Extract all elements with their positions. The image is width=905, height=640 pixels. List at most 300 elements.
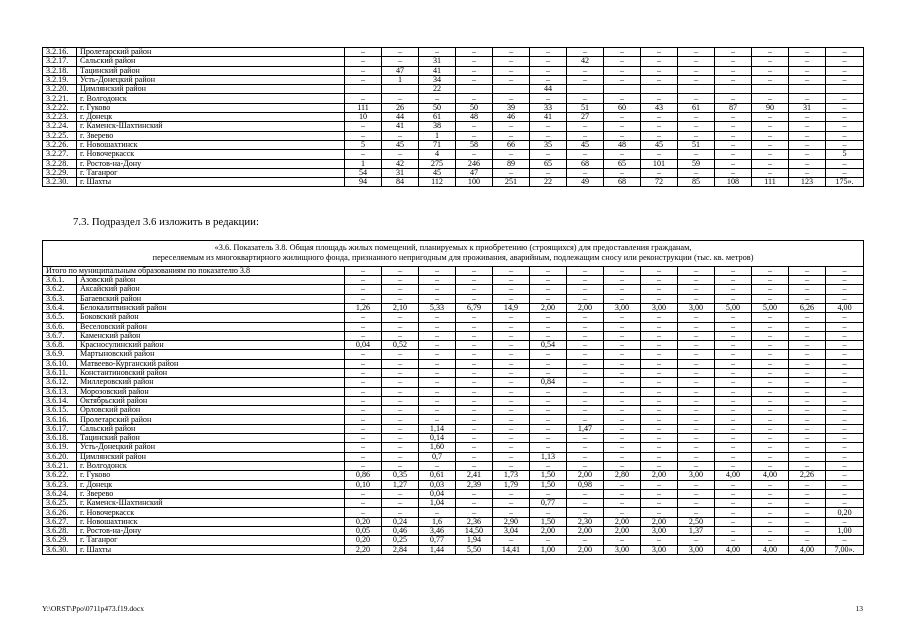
value-cell: 50: [456, 103, 493, 112]
value-cell: 3,00: [641, 545, 678, 554]
value-cell: 3,46: [419, 527, 456, 536]
value-cell: –: [641, 341, 678, 350]
row-name: Веселовский район: [77, 322, 345, 331]
value-cell: –: [752, 168, 789, 177]
value-cell: –: [826, 168, 864, 177]
value-cell: –: [382, 94, 419, 103]
value-cell: –: [456, 452, 493, 461]
row-name: Сальский район: [77, 57, 345, 66]
value-cell: –: [604, 396, 641, 405]
value-cell: –: [789, 396, 826, 405]
value-cell: 2,00: [567, 471, 604, 480]
value-cell: –: [752, 48, 789, 57]
value-cell: –: [715, 424, 752, 433]
value-cell: –: [493, 536, 530, 545]
value-cell: 71: [419, 140, 456, 149]
row-number: 3.2.19.: [43, 75, 77, 84]
value-cell: –: [715, 499, 752, 508]
value-cell: –: [456, 48, 493, 57]
value-cell: –: [530, 489, 567, 498]
value-cell: 68: [567, 159, 604, 168]
value-cell: –: [752, 331, 789, 340]
table-row: [43, 527, 864, 536]
value-cell: –: [419, 378, 456, 387]
value-cell: –: [604, 536, 641, 545]
value-cell: –: [604, 285, 641, 294]
table-row: [43, 303, 864, 312]
value-cell: –: [715, 94, 752, 103]
row-name: г. Зверево: [77, 489, 345, 498]
value-cell: –: [345, 489, 382, 498]
row-name: Октябрьский район: [77, 396, 345, 405]
value-cell: 2,00: [604, 517, 641, 526]
value-cell: –: [345, 368, 382, 377]
row-name: г. Каменск-Шахтинский: [77, 499, 345, 508]
table-row: [43, 536, 864, 545]
value-cell: –: [715, 140, 752, 149]
value-cell: [382, 85, 419, 94]
value-cell: –: [567, 536, 604, 545]
row-name: Тацинский район: [77, 66, 345, 75]
value-cell: –: [604, 66, 641, 75]
value-cell: –: [752, 140, 789, 149]
row-name: г. Зверево: [77, 131, 345, 140]
value-cell: –: [678, 443, 715, 452]
table-row: [43, 103, 864, 112]
value-cell: –: [826, 140, 864, 149]
value-cell: 1,04: [419, 499, 456, 508]
row-number: 3.6.17.: [43, 424, 77, 433]
value-cell: –: [567, 406, 604, 415]
row-number: 3.2.24.: [43, 122, 77, 131]
table-row: [43, 341, 864, 350]
value-cell: –: [678, 452, 715, 461]
value-cell: –: [345, 424, 382, 433]
value-cell: –: [752, 434, 789, 443]
value-cell: –: [826, 387, 864, 396]
value-cell: –: [567, 285, 604, 294]
value-cell: –: [641, 415, 678, 424]
value-cell: –: [604, 294, 641, 303]
value-cell: –: [382, 387, 419, 396]
value-cell: –: [345, 266, 382, 275]
value-cell: –: [345, 313, 382, 322]
row-number: 3.6.12.: [43, 378, 77, 387]
value-cell: –: [678, 434, 715, 443]
value-cell: –: [604, 508, 641, 517]
value-cell: –: [456, 368, 493, 377]
value-cell: –: [789, 159, 826, 168]
value-cell: –: [715, 66, 752, 75]
value-cell: 1,13: [530, 452, 567, 461]
row-name: Орловский район: [77, 406, 345, 415]
value-cell: –: [604, 122, 641, 131]
value-cell: –: [641, 94, 678, 103]
value-cell: 2,39: [456, 480, 493, 489]
value-cell: –: [530, 285, 567, 294]
value-cell: –: [530, 359, 567, 368]
row-number: 3.6.20.: [43, 452, 77, 461]
value-cell: 0,54: [530, 341, 567, 350]
value-cell: –: [530, 294, 567, 303]
value-cell: –: [789, 140, 826, 149]
row-name: г. Шахты: [77, 545, 345, 554]
value-cell: –: [641, 434, 678, 443]
value-cell: –: [641, 113, 678, 122]
value-cell: –: [752, 94, 789, 103]
value-cell: 65: [604, 159, 641, 168]
value-cell: –: [382, 452, 419, 461]
value-cell: –: [641, 368, 678, 377]
value-cell: –: [493, 48, 530, 57]
row-name: г. Таганрог: [77, 168, 345, 177]
value-cell: –: [715, 527, 752, 536]
value-cell: 0,86: [345, 471, 382, 480]
value-cell: –: [826, 415, 864, 424]
value-cell: –: [530, 368, 567, 377]
value-cell: –: [752, 313, 789, 322]
value-cell: 4,00: [789, 545, 826, 554]
table-row: [43, 140, 864, 149]
value-cell: –: [456, 294, 493, 303]
value-cell: –: [382, 378, 419, 387]
table-row: [43, 131, 864, 140]
value-cell: –: [567, 387, 604, 396]
value-cell: [789, 85, 826, 94]
table-row: [43, 285, 864, 294]
value-cell: 1,94: [456, 536, 493, 545]
value-cell: –: [752, 461, 789, 470]
table-row: [43, 489, 864, 498]
value-cell: –: [715, 517, 752, 526]
value-cell: –: [493, 131, 530, 140]
value-cell: 2,84: [382, 545, 419, 554]
value-cell: –: [752, 276, 789, 285]
table-row: [43, 461, 864, 470]
value-cell: –: [641, 387, 678, 396]
value-cell: –: [826, 378, 864, 387]
table-row: [43, 48, 864, 57]
value-cell: –: [382, 266, 419, 275]
value-cell: –: [345, 57, 382, 66]
table-row: [43, 75, 864, 84]
value-cell: –: [345, 150, 382, 159]
value-cell: –: [530, 415, 567, 424]
value-cell: –: [567, 341, 604, 350]
value-cell: –: [382, 322, 419, 331]
value-cell: –: [604, 322, 641, 331]
value-cell: 87: [715, 103, 752, 112]
value-cell: –: [456, 276, 493, 285]
value-cell: –: [419, 406, 456, 415]
value-cell: –: [678, 66, 715, 75]
table-row: [43, 471, 864, 480]
row-number: 3.6.6.: [43, 322, 77, 331]
value-cell: –: [789, 461, 826, 470]
table-row: [43, 57, 864, 66]
value-cell: –: [752, 122, 789, 131]
row-name: г. Новошахтинск: [77, 517, 345, 526]
value-cell: –: [789, 75, 826, 84]
value-cell: –: [382, 406, 419, 415]
value-cell: –: [826, 94, 864, 103]
value-cell: 14,50: [456, 527, 493, 536]
value-cell: –: [826, 159, 864, 168]
value-cell: –: [419, 350, 456, 359]
table-row: [43, 452, 864, 461]
value-cell: 22: [419, 85, 456, 94]
value-cell: –: [715, 489, 752, 498]
value-cell: –: [715, 434, 752, 443]
value-cell: –: [456, 57, 493, 66]
value-cell: 2,41: [456, 471, 493, 480]
value-cell: –: [382, 350, 419, 359]
value-cell: –: [530, 131, 567, 140]
value-cell: –: [567, 434, 604, 443]
value-cell: 5,33: [419, 303, 456, 312]
value-cell: 1,26: [345, 303, 382, 312]
value-cell: –: [530, 508, 567, 517]
value-cell: –: [641, 378, 678, 387]
value-cell: 45: [382, 140, 419, 149]
value-cell: –: [345, 406, 382, 415]
value-cell: 1,50: [530, 480, 567, 489]
value-cell: –: [678, 461, 715, 470]
value-cell: 3,04: [493, 527, 530, 536]
value-cell: 175».: [826, 178, 864, 187]
value-cell: –: [641, 150, 678, 159]
value-cell: –: [345, 331, 382, 340]
value-cell: –: [826, 113, 864, 122]
value-cell: –: [382, 443, 419, 452]
value-cell: –: [604, 452, 641, 461]
value-cell: –: [715, 350, 752, 359]
value-cell: –: [641, 461, 678, 470]
table-row: [43, 387, 864, 396]
row-number: 3.2.27.: [43, 150, 77, 159]
value-cell: –: [715, 313, 752, 322]
value-cell: –: [567, 378, 604, 387]
value-cell: –: [604, 341, 641, 350]
value-cell: [345, 85, 382, 94]
value-cell: –: [678, 489, 715, 498]
value-cell: 0,20: [345, 517, 382, 526]
value-cell: 2,00: [567, 527, 604, 536]
row-number: 3.6.27.: [43, 517, 77, 526]
value-cell: –: [604, 368, 641, 377]
row-number: 3.2.17.: [43, 57, 77, 66]
value-cell: –: [752, 443, 789, 452]
value-cell: –: [789, 368, 826, 377]
value-cell: –: [826, 313, 864, 322]
table-row: [43, 443, 864, 452]
value-cell: –: [567, 350, 604, 359]
table-row: [43, 396, 864, 405]
value-cell: –: [456, 359, 493, 368]
value-cell: –: [789, 517, 826, 526]
row-number: 3.2.26.: [43, 140, 77, 149]
value-cell: –: [604, 113, 641, 122]
value-cell: –: [641, 536, 678, 545]
value-cell: –: [345, 294, 382, 303]
value-cell: 1: [382, 75, 419, 84]
value-cell: –: [456, 415, 493, 424]
value-cell: –: [493, 331, 530, 340]
value-cell: 39: [493, 103, 530, 112]
table-row: [43, 499, 864, 508]
value-cell: –: [789, 66, 826, 75]
value-cell: 2,30: [567, 517, 604, 526]
value-cell: –: [530, 406, 567, 415]
value-cell: –: [641, 122, 678, 131]
value-cell: –: [456, 350, 493, 359]
value-cell: 108: [715, 178, 752, 187]
value-cell: 5: [826, 150, 864, 159]
table-row: [43, 545, 864, 554]
row-name: Белокалитвинский район: [77, 303, 345, 312]
value-cell: –: [715, 415, 752, 424]
value-cell: –: [493, 322, 530, 331]
value-cell: 0,77: [419, 536, 456, 545]
row-name: Пролетарский район: [77, 415, 345, 424]
value-cell: 1,14: [419, 424, 456, 433]
value-cell: –: [604, 499, 641, 508]
value-cell: –: [567, 131, 604, 140]
value-cell: –: [826, 452, 864, 461]
value-cell: –: [752, 517, 789, 526]
table-row: [43, 178, 864, 187]
value-cell: –: [493, 368, 530, 377]
value-cell: –: [493, 122, 530, 131]
value-cell: –: [826, 471, 864, 480]
row-name: Усть-Донецкий район: [77, 75, 345, 84]
value-cell: 0,52: [382, 341, 419, 350]
value-cell: –: [678, 285, 715, 294]
value-cell: –: [789, 489, 826, 498]
value-cell: –: [567, 452, 604, 461]
value-cell: –: [419, 322, 456, 331]
value-cell: –: [826, 536, 864, 545]
value-cell: –: [567, 94, 604, 103]
value-cell: –: [493, 396, 530, 405]
value-cell: –: [493, 168, 530, 177]
value-cell: –: [641, 443, 678, 452]
value-cell: –: [382, 359, 419, 368]
value-cell: –: [678, 94, 715, 103]
value-cell: 44: [382, 113, 419, 122]
value-cell: –: [752, 396, 789, 405]
value-cell: –: [456, 406, 493, 415]
value-cell: –: [789, 331, 826, 340]
value-cell: –: [678, 75, 715, 84]
value-cell: –: [345, 434, 382, 443]
value-cell: 59: [678, 159, 715, 168]
value-cell: –: [715, 322, 752, 331]
value-cell: –: [345, 499, 382, 508]
value-cell: 45: [419, 168, 456, 177]
value-cell: –: [752, 499, 789, 508]
value-cell: 27: [567, 113, 604, 122]
value-cell: –: [604, 424, 641, 433]
value-cell: –: [678, 536, 715, 545]
value-cell: –: [678, 368, 715, 377]
value-cell: 2,00: [567, 545, 604, 554]
value-cell: 47: [382, 66, 419, 75]
value-cell: –: [604, 168, 641, 177]
row-name: Каменский район: [77, 331, 345, 340]
table-row: [43, 122, 864, 131]
value-cell: –: [678, 113, 715, 122]
value-cell: –: [789, 480, 826, 489]
value-cell: –: [604, 443, 641, 452]
value-cell: –: [345, 443, 382, 452]
value-cell: 0,20: [345, 536, 382, 545]
value-cell: –: [382, 489, 419, 498]
value-cell: 50: [419, 103, 456, 112]
value-cell: –: [456, 434, 493, 443]
value-cell: 2,90: [493, 517, 530, 526]
row-name: г. Таганрог: [77, 536, 345, 545]
value-cell: –: [826, 131, 864, 140]
value-cell: 1,50: [530, 471, 567, 480]
value-cell: –: [604, 489, 641, 498]
value-cell: [752, 85, 789, 94]
value-cell: 3,00: [678, 303, 715, 312]
value-cell: –: [752, 406, 789, 415]
value-cell: –: [752, 508, 789, 517]
value-cell: –: [604, 387, 641, 396]
value-cell: –: [789, 499, 826, 508]
value-cell: 48: [456, 113, 493, 122]
row-number: 3.6.29.: [43, 536, 77, 545]
value-cell: –: [715, 359, 752, 368]
value-cell: –: [456, 461, 493, 470]
value-cell: 275: [419, 159, 456, 168]
value-cell: –: [567, 508, 604, 517]
value-cell: –: [345, 415, 382, 424]
value-cell: –: [752, 350, 789, 359]
value-cell: 3,00: [604, 303, 641, 312]
value-cell: –: [641, 57, 678, 66]
value-cell: –: [752, 359, 789, 368]
table-row: [43, 517, 864, 526]
value-cell: –: [678, 322, 715, 331]
value-cell: –: [493, 94, 530, 103]
value-cell: –: [678, 396, 715, 405]
value-cell: –: [493, 150, 530, 159]
value-cell: –: [826, 517, 864, 526]
value-cell: –: [789, 452, 826, 461]
value-cell: –: [752, 266, 789, 275]
value-cell: 14,9: [493, 303, 530, 312]
value-cell: 4,00: [715, 545, 752, 554]
value-cell: –: [641, 131, 678, 140]
value-cell: –: [826, 499, 864, 508]
value-cell: –: [382, 434, 419, 443]
value-cell: –: [678, 313, 715, 322]
value-cell: 26: [382, 103, 419, 112]
value-cell: 54: [345, 168, 382, 177]
value-cell: –: [678, 168, 715, 177]
value-cell: 1: [419, 131, 456, 140]
value-cell: –: [678, 131, 715, 140]
value-cell: –: [419, 341, 456, 350]
row-name: Миллеровский район: [77, 378, 345, 387]
value-cell: –: [715, 443, 752, 452]
value-cell: 0,04: [345, 341, 382, 350]
value-cell: –: [567, 443, 604, 452]
value-cell: 45: [567, 140, 604, 149]
